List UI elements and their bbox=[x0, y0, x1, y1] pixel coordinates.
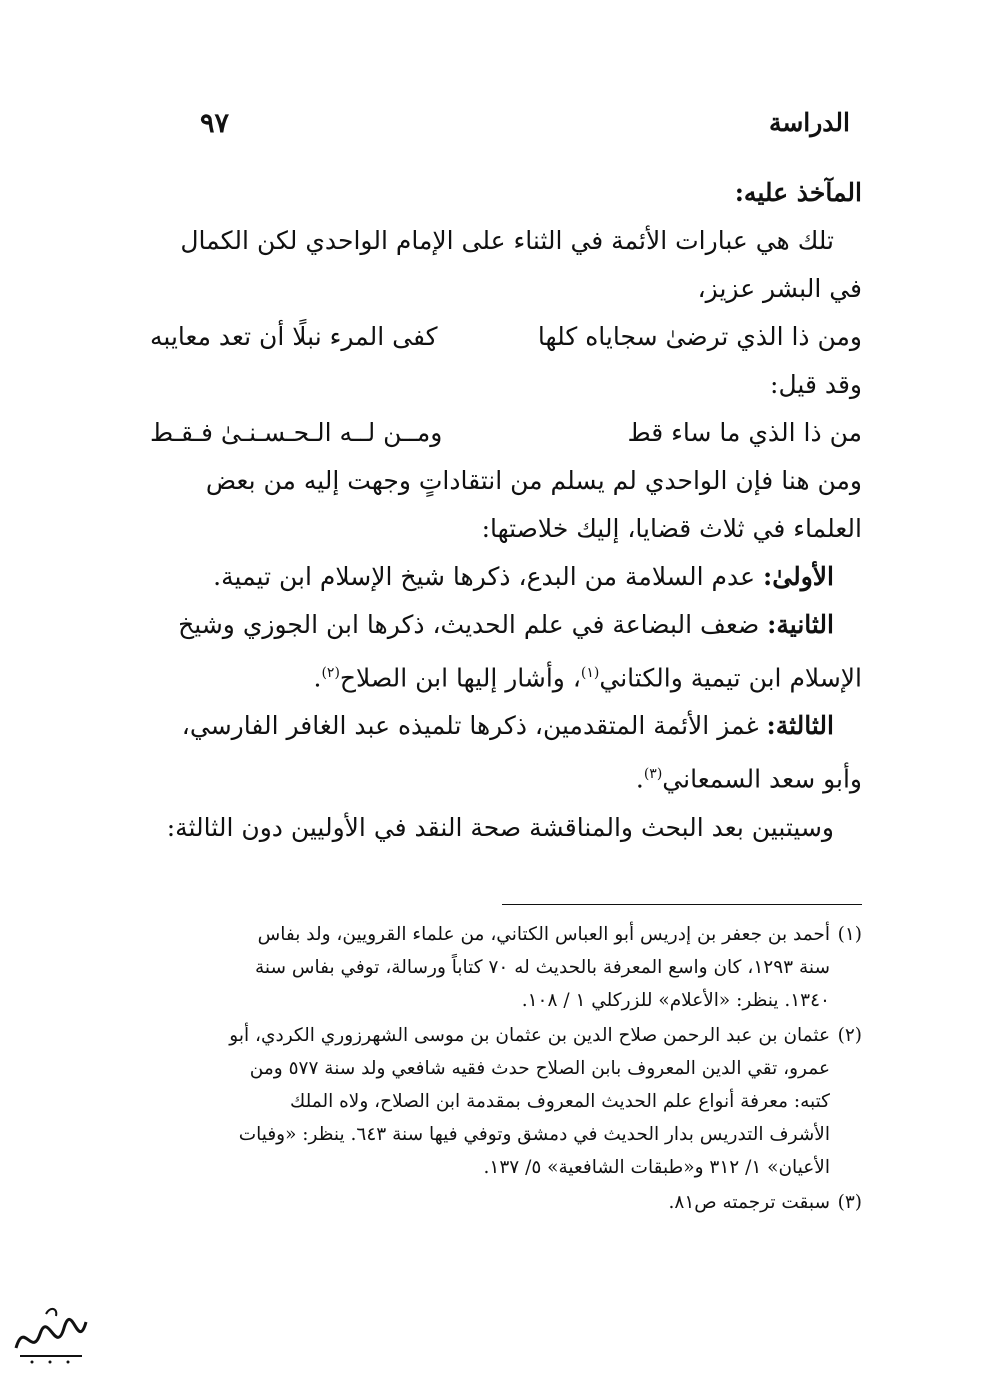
footnote-1 bbox=[150, 918, 862, 1017]
verse-hemistich: من ذا الذي ما ساء قط bbox=[627, 418, 862, 447]
criticism-item-1 bbox=[150, 562, 862, 592]
paragraph-line: العلماء في ثلاث قضايا، إليك خلاصتها: bbox=[481, 514, 862, 543]
publisher-logo bbox=[10, 1300, 90, 1370]
item-text: عدم السلامة من البدع، ذكرها شيخ الإسلام ابن تيمية. bbox=[213, 562, 756, 591]
criticism-item-3-cont bbox=[150, 759, 862, 794]
footnote-text: عثمان بن عبد الرحمن صلاح الدين بن عثمان بن موسى الشهرزوري الكردي، أبو bbox=[229, 1025, 830, 1046]
footnote-text: أحمد بن جعفر بن إدريس أبو العباس الكتاني، من علماء القرويين، ولد بفاس bbox=[257, 924, 830, 945]
footnote-line: عمرو، تقي الدين المعروف بابن الصلاح حدث فقيه شافعي ولد سنة ٥٧٧ ومن bbox=[249, 1058, 830, 1079]
poem-verse bbox=[150, 322, 862, 352]
footnote-line: سنة ١٢٩٣، كان واسع المعرفة بالحديث له ٧٠ كتاباً ورسالة، توفي بفاس سنة bbox=[255, 957, 830, 978]
poem-verse bbox=[150, 418, 862, 448]
paragraph-line: في البشر عزيز، bbox=[697, 274, 862, 303]
verse-hemistich: ومــن لــه الـحـسـنـىٰ فـقـط bbox=[150, 418, 443, 447]
criticism-item-2 bbox=[150, 610, 862, 640]
item-label: الأولىٰ: bbox=[763, 562, 834, 591]
item-label: الثالثة: bbox=[766, 711, 834, 741]
paragraph-line: وقد قيل: bbox=[770, 370, 862, 399]
item-text: وأبو سعد السمعاني bbox=[662, 764, 862, 794]
main-text bbox=[150, 178, 862, 861]
item-text: ، وأشار إليها ابن الصلاح bbox=[339, 663, 581, 693]
footnote-ref: (١) bbox=[580, 665, 600, 681]
footnote-number: (٢) bbox=[837, 1025, 862, 1046]
footnotes bbox=[150, 918, 862, 1221]
footnote-line: الأعيان» ١/ ٣١٢ و«طبقات الشافعية» ٥/ ١٣٧. bbox=[483, 1157, 830, 1178]
footnote-line: كتبه: معرفة أنواع علم الحديث المعروف بمقدمة ابن الصلاح، ولاه الملك bbox=[290, 1091, 830, 1112]
section-heading: المآخذ عليه: bbox=[734, 178, 862, 207]
closing-line: وسيتبين بعد البحث والمناقشة صحة النقد في الأوليين دون الثالثة: bbox=[166, 812, 834, 842]
footnote-text: سبقت ترجمته ص٨١. bbox=[668, 1192, 830, 1213]
footnote-ref: (٢) bbox=[321, 665, 340, 681]
paragraph-line: تلك هي عبارات الأئمة في الثناء على الإمام الواحدي لكن الكمال bbox=[180, 226, 834, 255]
item-text: . bbox=[635, 764, 644, 794]
footnote-2 bbox=[150, 1019, 862, 1184]
footnote-number: (١) bbox=[837, 924, 862, 945]
criticism-item-3 bbox=[150, 711, 862, 741]
verse-hemistich: كفى المرء نبلًا أن تعد معايبه bbox=[150, 322, 438, 351]
footnote-line bbox=[150, 1186, 862, 1219]
item-text: . bbox=[313, 663, 322, 693]
page-header bbox=[140, 108, 850, 148]
footnote-ref: (٣) bbox=[643, 766, 663, 783]
paragraph-line: ومن هنا فإن الواحدي لم يسلم من انتقاداتٍ وجهت إليه من بعض bbox=[205, 466, 862, 495]
item-text: غمز الأئمة المتقدمين، ذكرها تلميذه عبد الغافر الفارسي، bbox=[181, 711, 759, 741]
footnote-line: الأشرف التدريس بدار الحديث في دمشق وتوفي فيها سنة ٦٤٣. ينظر: «وفيات bbox=[238, 1124, 830, 1145]
criticism-item-2-cont bbox=[150, 658, 862, 693]
footnote-3 bbox=[150, 1186, 862, 1219]
verse-hemistich: ومن ذا الذي ترضىٰ سجاياه كلها bbox=[537, 322, 862, 351]
footnote-number: (٣) bbox=[837, 1192, 862, 1213]
footnote-line bbox=[150, 918, 862, 951]
page-number: ٩٧ bbox=[200, 108, 230, 139]
footnote-separator bbox=[502, 904, 862, 905]
item-text: ضعف البضاعة في علم الحديث، ذكرها ابن الجوزي وشيخ bbox=[178, 610, 760, 639]
running-title: الدراسة bbox=[768, 108, 850, 137]
footnote-line: ١٣٤٠. ينظر: «الأعلام» للزركلي ١ / ١٠٨. bbox=[521, 990, 830, 1011]
item-label: الثانية: bbox=[767, 610, 834, 639]
item-text: الإسلام ابن تيمية والكتاني bbox=[599, 663, 862, 693]
footnote-line bbox=[150, 1019, 862, 1052]
